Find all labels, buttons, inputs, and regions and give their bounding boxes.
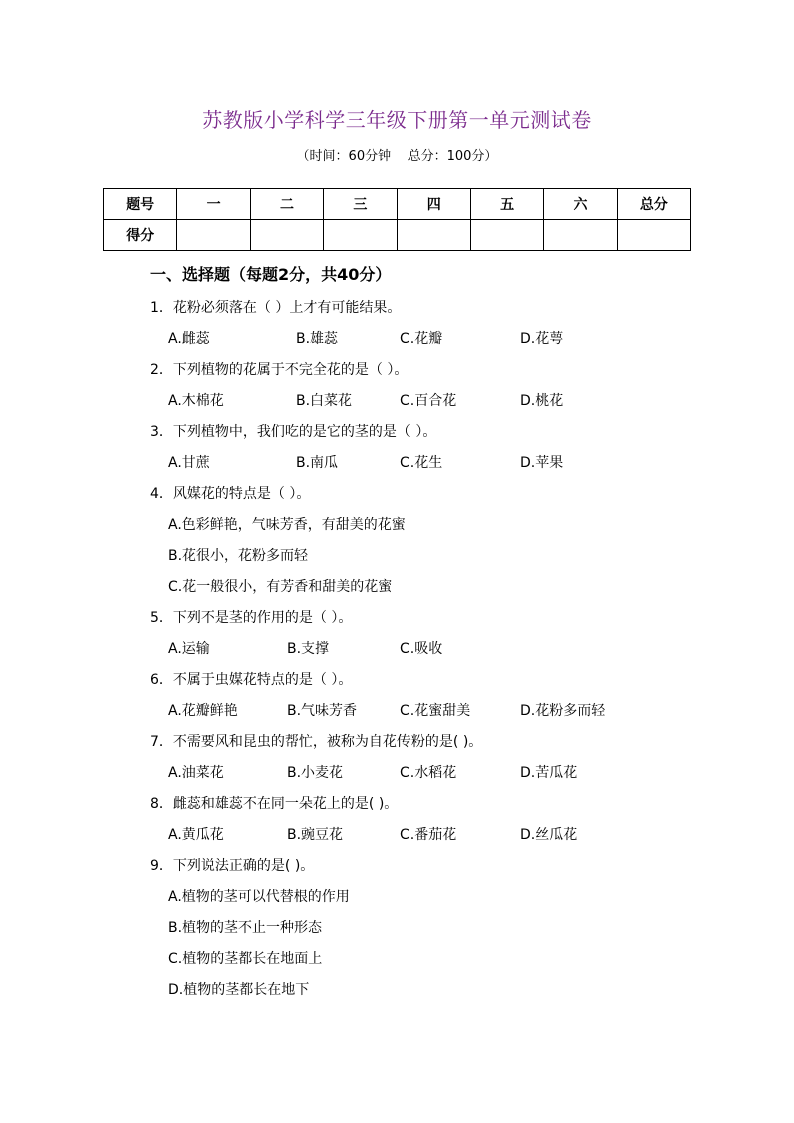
option: C.百合花 xyxy=(400,393,457,409)
score-table xyxy=(103,188,691,251)
score-header-1: 一 xyxy=(177,189,250,220)
option: C.植物的茎都长在地面上 xyxy=(168,951,323,967)
option: B.雄蕊 xyxy=(296,331,339,347)
question-stem: 8．雌蕊和雄蕊不在同一朵花上的是( )。 xyxy=(150,796,399,812)
option: C.花一般很小，有芳香和甜美的花蜜 xyxy=(168,579,393,595)
option: B.植物的茎不止一种形态 xyxy=(168,920,323,936)
option: B.花很小，花粉多而轻 xyxy=(168,548,309,564)
option: C.花生 xyxy=(400,455,443,471)
option-row xyxy=(150,328,710,359)
score-cell-4[interactable] xyxy=(397,220,470,251)
option: A.木棉花 xyxy=(168,393,224,409)
option: C.番茄花 xyxy=(400,827,457,843)
section-heading: 一、选择题（每题2分，共40分） xyxy=(150,265,392,284)
option: B.气味芳香 xyxy=(287,703,358,719)
question-list xyxy=(150,297,710,1010)
question-stem: 4．风媒花的特点是（ ）。 xyxy=(150,486,311,502)
option: A.甘蔗 xyxy=(168,455,210,471)
option: A.花瓣鲜艳 xyxy=(168,703,238,719)
option: A.雌蕊 xyxy=(168,331,210,347)
score-header-6: 六 xyxy=(544,189,617,220)
option: D.苹果 xyxy=(520,455,564,471)
option: B.白菜花 xyxy=(296,393,353,409)
score-table-score-row xyxy=(104,220,691,251)
option: A.油菜花 xyxy=(168,765,224,781)
option: B.南瓜 xyxy=(296,455,339,471)
question-stem: 2．下列植物的花属于不完全花的是（ ）。 xyxy=(150,362,409,378)
option-row xyxy=(150,390,710,421)
option: D.植物的茎都长在地下 xyxy=(168,982,310,998)
score-table-header-row xyxy=(104,189,691,220)
score-header-label: 题号 xyxy=(104,189,177,220)
question-stem: 1．花粉必须落在（ ）上才有可能结果。 xyxy=(150,300,402,316)
question-stem: 5．下列不是茎的作用的是（ ）。 xyxy=(150,610,353,626)
option-row xyxy=(150,452,710,483)
option: A.植物的茎可以代替根的作用 xyxy=(168,889,350,905)
question-stem: 6．不属于虫媒花特点的是（ ）。 xyxy=(150,672,353,688)
option: A.黄瓜花 xyxy=(168,827,224,843)
option-row xyxy=(150,638,710,669)
option: D.花萼 xyxy=(520,331,564,347)
option-row xyxy=(150,700,710,731)
score-cell-2[interactable] xyxy=(250,220,323,251)
question-stem: 7．不需要风和昆虫的帮忙，被称为自花传粉的是( )。 xyxy=(150,734,483,750)
score-cell-6[interactable] xyxy=(544,220,617,251)
option: A.运输 xyxy=(168,641,210,657)
option: A.色彩鲜艳，气味芳香，有甜美的花蜜 xyxy=(168,517,406,533)
page-title: 苏教版小学科学三年级下册第一单元测试卷 xyxy=(202,108,592,132)
option: D.桃花 xyxy=(520,393,564,409)
score-header-4: 四 xyxy=(397,189,470,220)
option: D.丝瓜花 xyxy=(520,827,578,843)
option: D.花粉多而轻 xyxy=(520,703,606,719)
score-header-5: 五 xyxy=(470,189,543,220)
score-row-label: 得分 xyxy=(104,220,177,251)
question-stem: 9．下列说法正确的是( )。 xyxy=(150,858,315,874)
score-cell-3[interactable] xyxy=(324,220,397,251)
question-stem: 3．下列植物中，我们吃的是它的茎的是（ ）。 xyxy=(150,424,437,440)
option: B.豌豆花 xyxy=(287,827,344,843)
score-header-2: 二 xyxy=(250,189,323,220)
score-header-3: 三 xyxy=(324,189,397,220)
option: C.花瓣 xyxy=(400,331,443,347)
option-row xyxy=(150,762,710,793)
option: B.小麦花 xyxy=(287,765,344,781)
option: D.苦瓜花 xyxy=(520,765,578,781)
option: C.花蜜甜美 xyxy=(400,703,471,719)
exam-info: （时间：60分钟 总分：100分） xyxy=(296,149,498,164)
option: C.水稻花 xyxy=(400,765,457,781)
score-cell-5[interactable] xyxy=(470,220,543,251)
score-cell-total[interactable] xyxy=(617,220,690,251)
score-header-total: 总分 xyxy=(617,189,690,220)
score-cell-1[interactable] xyxy=(177,220,250,251)
option: B.支撑 xyxy=(287,641,330,657)
option: C.吸收 xyxy=(400,641,443,657)
option-row xyxy=(150,824,710,855)
